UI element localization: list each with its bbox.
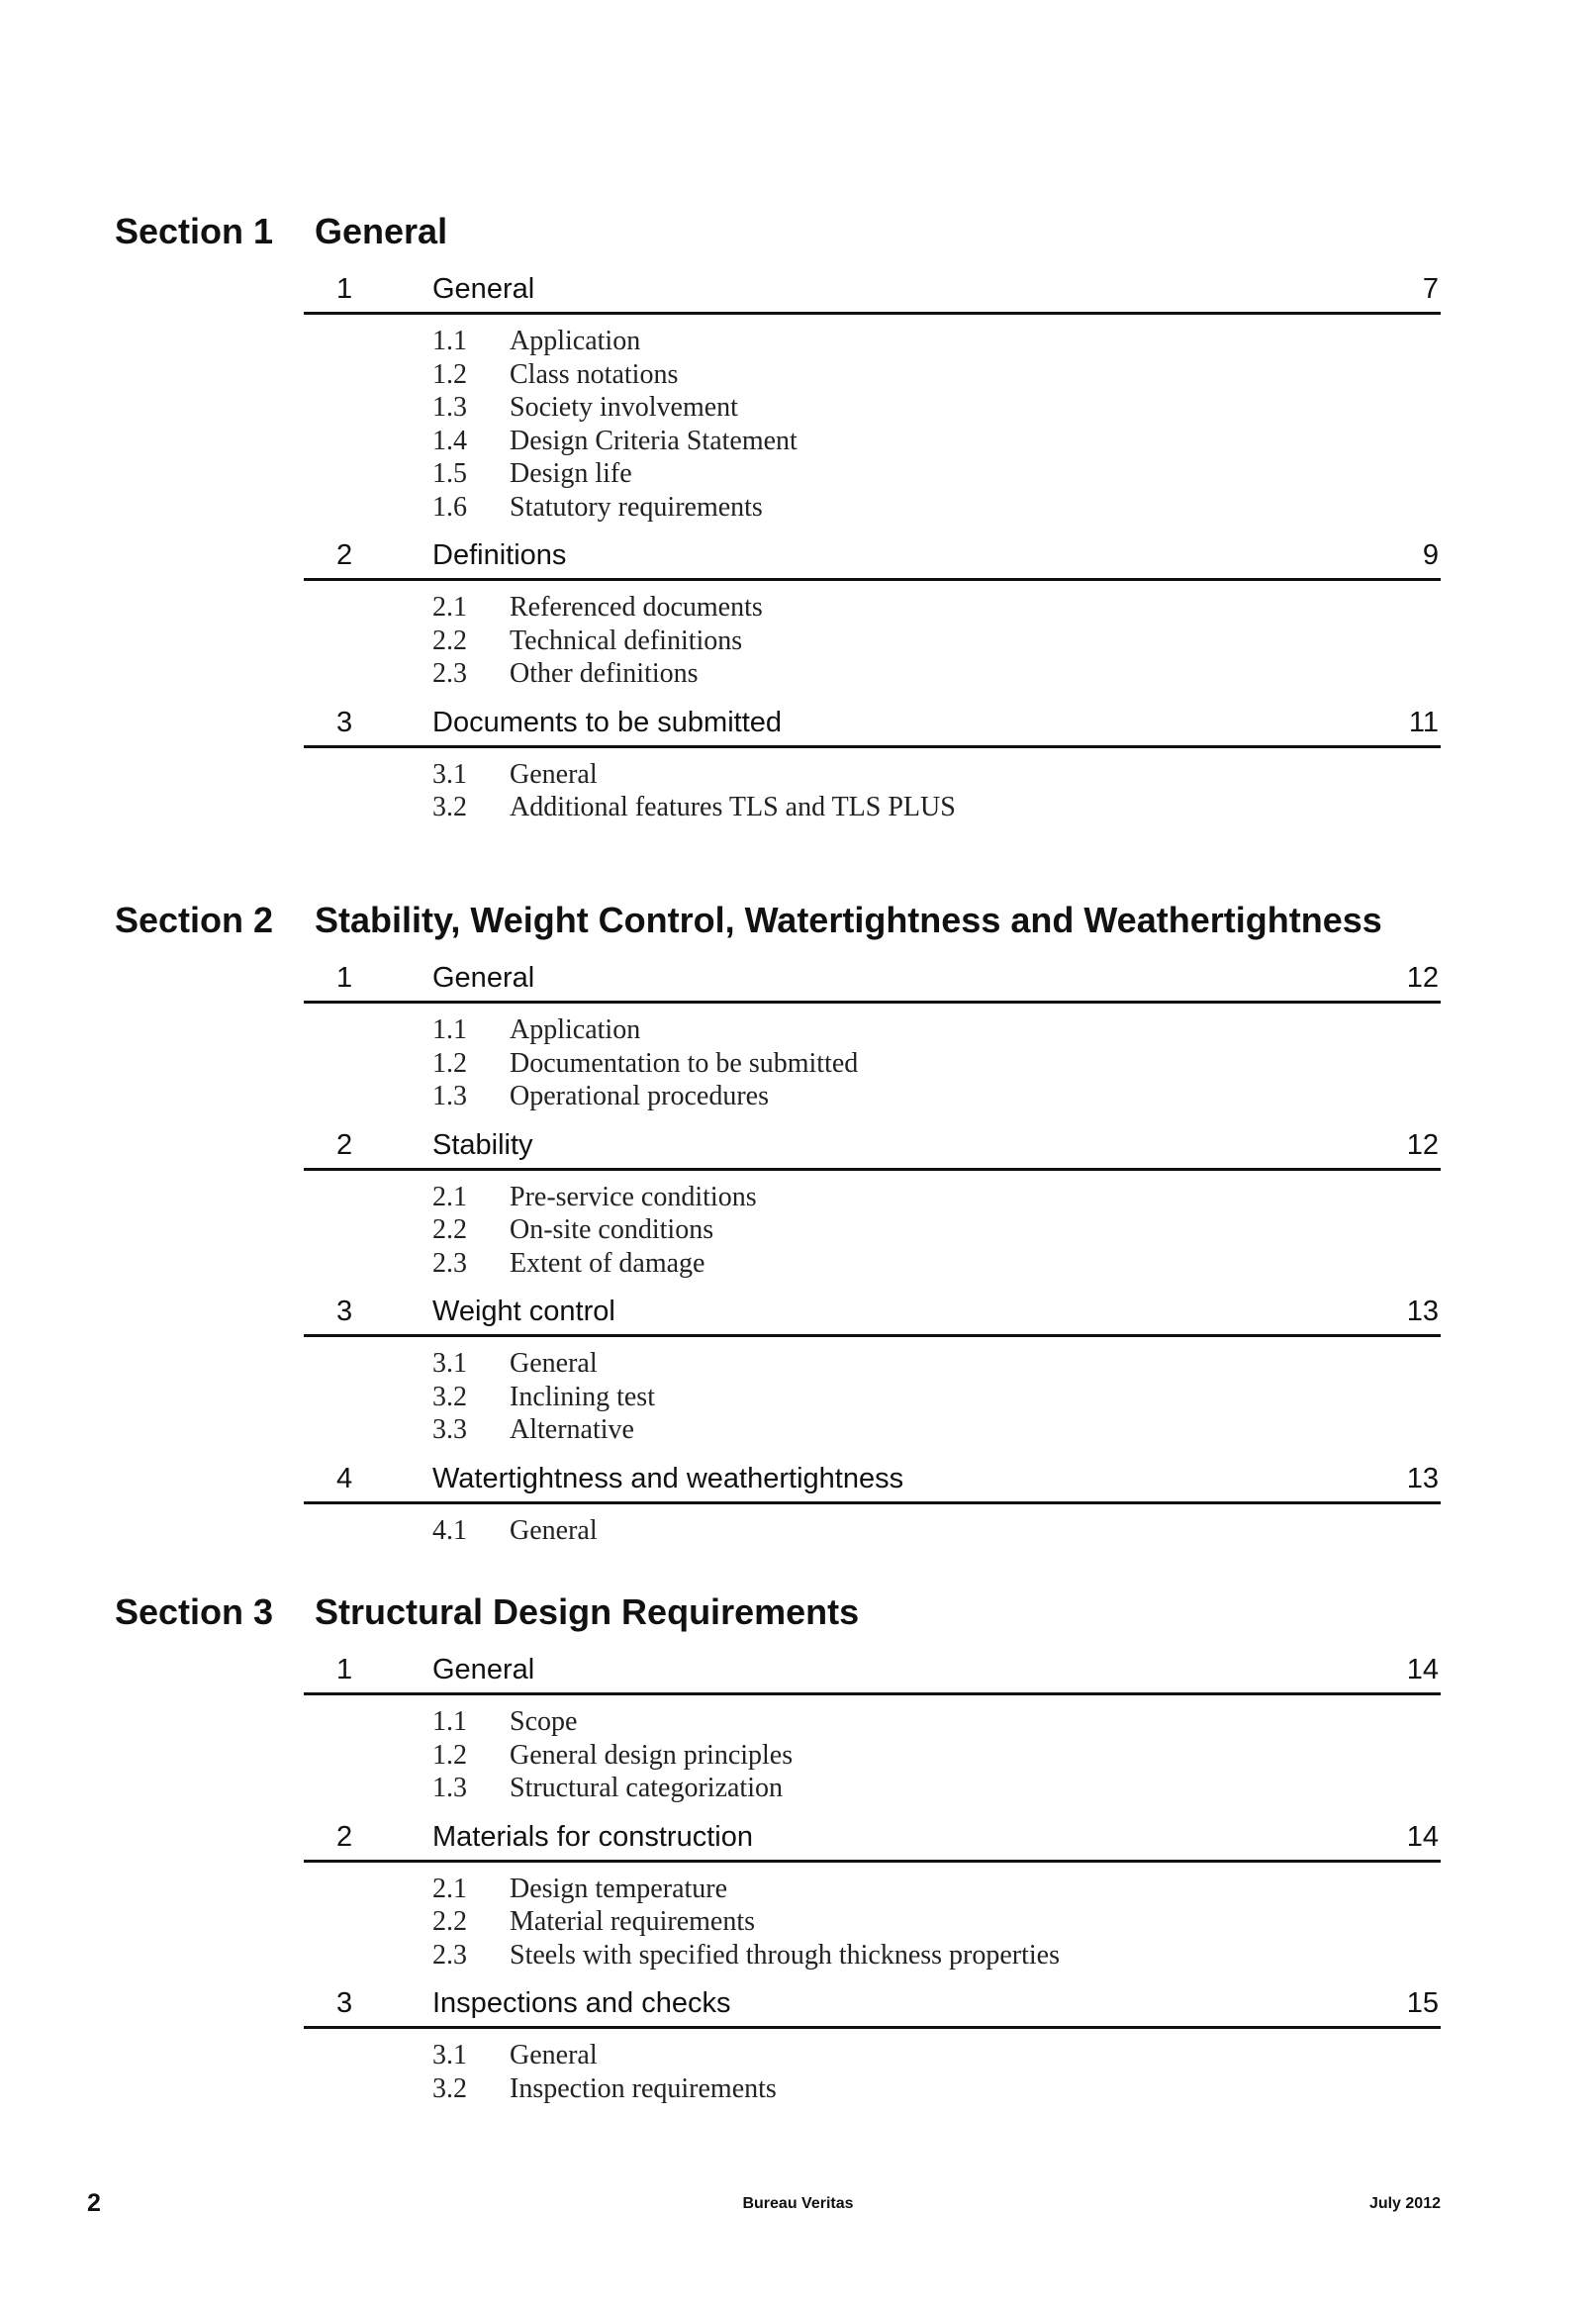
footer-date: July 2012 [1368,2195,1441,2212]
subsection-item [0,2039,1596,2072]
chapter-page-number: 13 [1406,1462,1439,1494]
chapter-title: Definitions [432,539,567,571]
subsection-number: 3.1 [432,2040,467,2070]
chapter-number: 3 [336,706,353,738]
section-label: Section 1 [115,211,274,251]
toc-chapter [0,952,1596,1119]
subsection-list [0,2031,1596,2111]
subsection-item [0,391,1596,425]
chapter-page-number: 12 [1406,1128,1439,1161]
subsection-item [0,1247,1596,1281]
subsection-number: 4.1 [432,1514,467,1546]
chapter-title: Documents to be submitted [432,706,783,738]
subsection-item [0,491,1596,525]
subsection-number: 1.2 [432,1047,467,1079]
section-label: Section 2 [115,900,274,940]
chapter-page-number: 15 [1406,1987,1439,2019]
subsection-number: 3.2 [432,792,467,822]
subsection-number: 1.1 [432,1014,467,1045]
subsection-number: 2.1 [432,592,467,623]
subsection-title: General design principles [510,1739,794,1771]
chapter-rule [304,1001,1441,1004]
subsection-item [0,1347,1596,1381]
chapter-rule [304,1692,1441,1695]
chapter-page-number: 13 [1406,1296,1439,1327]
chapter-number: 1 [336,962,353,994]
subsection-item [0,325,1596,358]
chapter-page-number: 14 [1406,1654,1439,1685]
subsection-title: Design Criteria Statement [510,425,798,456]
subsection-item [0,758,1596,792]
subsection-number: 1.1 [432,1706,467,1737]
subsection-item [0,1873,1596,1906]
subsection-number: 3.2 [432,1381,467,1412]
chapter-heading [0,1644,1596,1697]
toc-chapter [0,697,1596,830]
subsection-list [0,1339,1596,1453]
subsection-title: Statutory requirements [510,491,763,523]
chapter-title: General [432,273,535,305]
chapter-title: General [432,962,535,994]
subsection-title: Inspection requirements [510,2072,777,2104]
subsection-title: Design life [510,458,632,489]
chapter-number: 3 [336,1987,353,2019]
chapter-heading [0,1977,1596,2031]
section-title: Structural Design Requirements [315,1591,860,1632]
toc-chapter [0,1644,1596,1811]
subsection-item [0,1772,1596,1805]
chapter-page-number: 12 [1406,962,1439,994]
subsection-number: 1.1 [432,326,467,356]
subsection-item [0,1013,1596,1047]
chapter-page-number: 11 [1408,706,1439,738]
subsection-number: 1.6 [432,491,467,523]
chapter-page-number: 14 [1406,1820,1439,1853]
subsection-item [0,791,1596,824]
subsection-list [0,750,1596,830]
toc-chapter [0,1453,1596,1554]
subsection-number: 2.1 [432,1873,467,1904]
subsection-title: Scope [510,1706,578,1737]
subsection-number: 1.5 [432,458,467,489]
subsection-item [0,1705,1596,1739]
subsection-list [0,1697,1596,1811]
footer-publisher: Bureau Veritas [742,2195,854,2212]
subsection-number: 2.1 [432,1181,467,1212]
chapter-rule [304,1168,1441,1171]
subsection-number: 2.3 [432,1939,467,1971]
subsection-number: 1.4 [432,425,467,456]
subsection-title: General [510,1348,598,1379]
chapter-heading [0,263,1596,317]
chapter-title: General [432,1654,535,1685]
chapter-number: 4 [336,1462,353,1494]
subsection-item [0,591,1596,625]
subsection-title: Inclining test [510,1381,655,1412]
subsection-title: Structural categorization [510,1773,783,1803]
page-footer [0,2187,1596,2227]
subsection-number: 3.1 [432,1348,467,1379]
chapter-title: Watertightness and weathertightness [432,1462,904,1494]
chapter-title: Weight control [432,1296,615,1327]
chapter-page-number: 9 [1422,539,1439,571]
subsection-title: Pre-service conditions [510,1181,757,1212]
chapter-rule [304,312,1441,315]
subsection-item [0,1080,1596,1113]
subsection-title: General [510,2040,598,2070]
chapter-rule [304,2026,1441,2029]
subsection-list [0,1173,1596,1287]
subsection-number: 1.3 [432,392,467,423]
subsection-title: Technical definitions [510,625,743,656]
subsection-title: Design temperature [510,1873,728,1904]
chapter-list [0,263,1596,830]
subsection-item [0,657,1596,691]
chapter-rule [304,1334,1441,1337]
subsection-number: 3.3 [432,1414,467,1445]
chapter-number: 1 [336,273,353,305]
subsection-number: 2.2 [432,625,467,656]
subsection-number: 1.3 [432,1773,467,1803]
subsection-title: Steels with specified through thickness properties [510,1939,1060,1971]
subsection-title: Alternative [510,1414,634,1445]
subsection-number: 2.3 [432,658,467,689]
toc-chapter [0,1811,1596,1978]
chapter-number: 2 [336,1128,353,1161]
section-title: Stability, Weight Control, Watertightness and Weathertightness [315,900,1382,940]
subsection-title: General [510,758,598,790]
chapter-number: 1 [336,1654,353,1685]
chapter-list [0,1644,1596,2111]
chapter-rule [304,578,1441,581]
subsection-number: 3.2 [432,2072,467,2104]
footer-page-number: 2 [87,2189,101,2217]
subsection-number: 2.2 [432,1214,467,1245]
chapter-heading [0,1119,1596,1173]
chapter-rule [304,745,1441,748]
chapter-heading [0,697,1596,750]
section-label: Section 3 [115,1591,274,1632]
subsection-number: 1.2 [432,358,467,390]
subsection-title: Application [510,1014,641,1045]
subsection-item [0,358,1596,392]
chapter-title: Materials for construction [432,1820,753,1853]
subsection-number: 3.1 [432,758,467,790]
subsection-item [0,457,1596,491]
subsection-title: Application [510,326,641,356]
chapter-rule [304,1501,1441,1504]
subsection-list [0,1865,1596,1978]
chapter-title: Inspections and checks [432,1987,731,2019]
subsection-title: Society involvement [510,392,738,423]
subsection-item [0,2072,1596,2106]
subsection-title: Extent of damage [510,1247,705,1279]
subsection-title: Additional features TLS and TLS PLUS [510,792,956,822]
subsection-item [0,1181,1596,1214]
chapter-heading [0,1286,1596,1339]
subsection-item [0,425,1596,458]
toc-chapter [0,529,1596,697]
subsection-number: 1.3 [432,1081,467,1111]
subsection-list [0,317,1596,529]
subsection-item [0,1739,1596,1773]
subsection-item [0,625,1596,658]
subsection-item [0,1413,1596,1447]
subsection-title: Class notations [510,358,679,390]
subsection-title: On-site conditions [510,1214,714,1245]
subsection-number: 2.3 [432,1247,467,1279]
subsection-item [0,1047,1596,1081]
chapter-number: 2 [336,1820,353,1853]
chapter-number: 2 [336,539,353,571]
subsection-title: Operational procedures [510,1081,769,1111]
subsection-list [0,1006,1596,1119]
chapter-heading [0,952,1596,1006]
chapter-page-number: 7 [1422,273,1439,305]
chapter-title: Stability [432,1128,533,1161]
subsection-title: Other definitions [510,658,699,689]
toc-chapter [0,1119,1596,1287]
subsection-item [0,1514,1596,1548]
subsection-title: Referenced documents [510,592,763,623]
subsection-list [0,1506,1596,1554]
chapter-heading [0,529,1596,583]
chapter-number: 3 [336,1296,353,1327]
subsection-title: Documentation to be submitted [510,1047,859,1079]
subsection-item [0,1381,1596,1414]
chapter-heading [0,1453,1596,1506]
toc-chapter [0,1286,1596,1453]
toc-chapter [0,1977,1596,2111]
chapter-rule [304,1860,1441,1863]
subsection-list [0,583,1596,697]
subsection-item [0,1213,1596,1247]
subsection-item [0,1939,1596,1972]
chapter-list [0,952,1596,1553]
subsection-number: 2.2 [432,1906,467,1937]
subsection-item [0,1905,1596,1939]
subsection-title: General [510,1514,598,1546]
section-title: General [315,211,448,251]
subsection-number: 1.2 [432,1739,467,1771]
chapter-heading [0,1811,1596,1865]
subsection-title: Material requirements [510,1906,756,1937]
toc-chapter [0,263,1596,529]
